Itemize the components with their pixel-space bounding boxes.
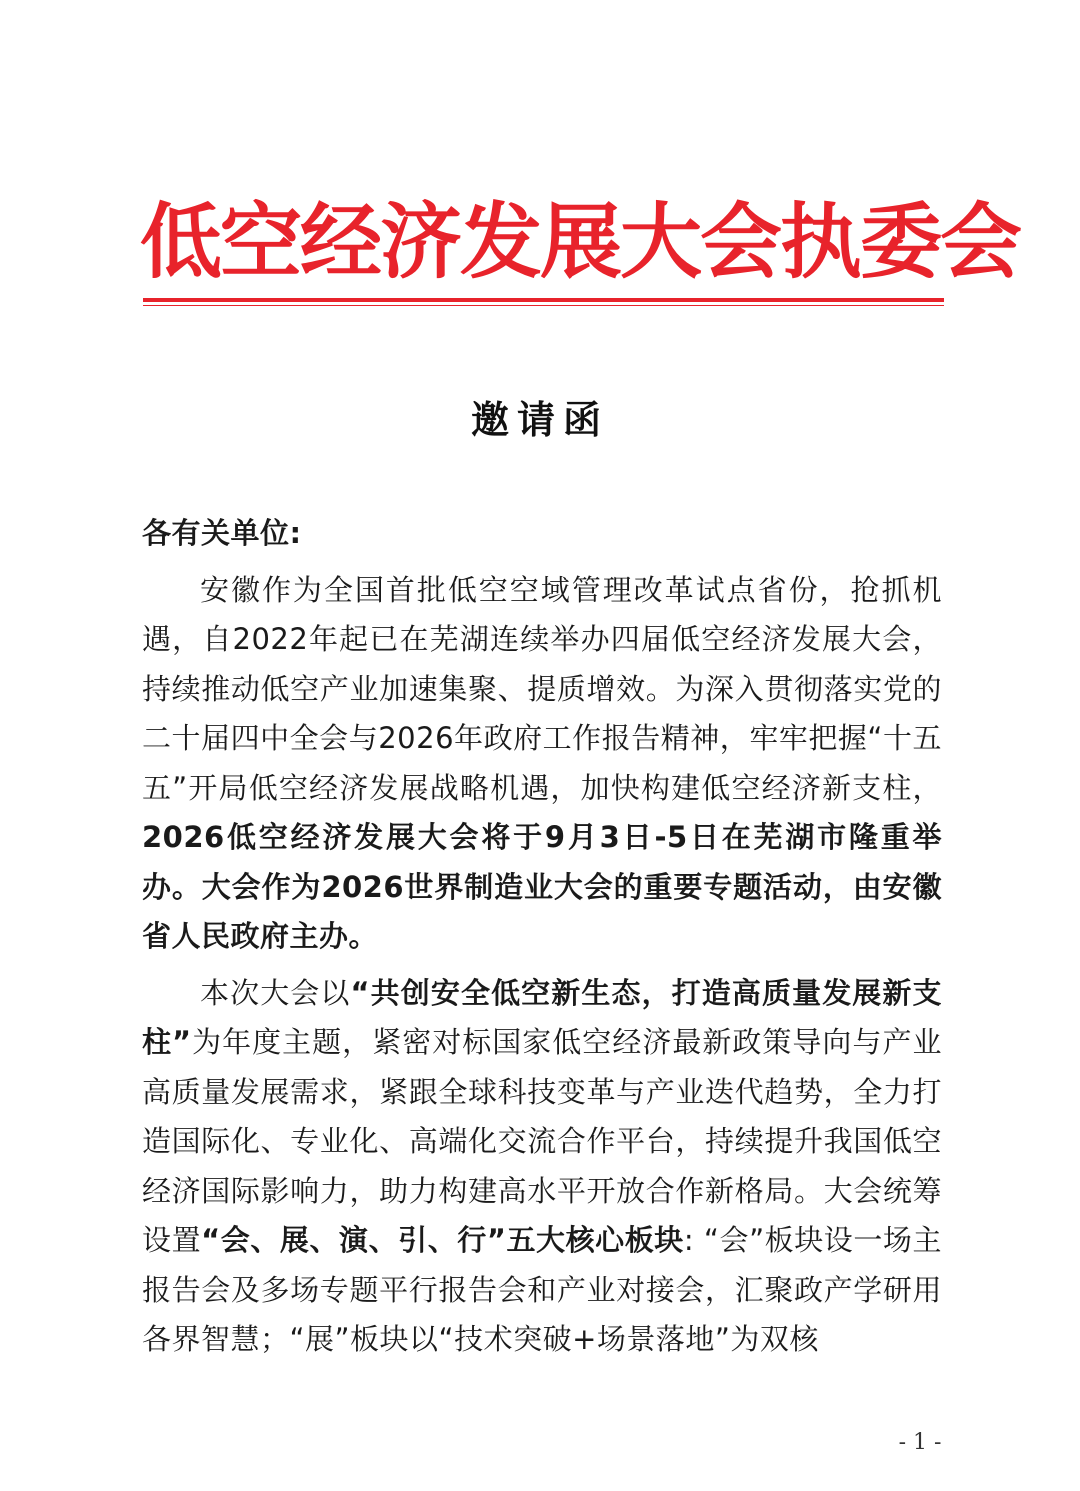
paragraph-2-theme-bold: “共创安全低空新生态，打造高质量发展新支柱”: [142, 975, 942, 1059]
paragraph-2-sections-bold: “会、展、演、引、行”五大核心板块: [201, 1223, 684, 1257]
paragraph-2-text-b: 为年度主题，紧密对标国家低空经济最新政策导向与产业高质量发展需求，紧跟全球科技变革与产业迭代趋势，全力打造国际化、专业化、高端化交流合作平台，持续提升我国低空经济国际影响力，助力构建高水平开放合作新格局。大会统筹设置: [142, 1025, 942, 1257]
header-red-rule-thick: [143, 298, 944, 302]
organization-header: 低空经济发展大会执委会: [140, 194, 1021, 290]
paragraph-2-text-c: : “会”板块设一场主报告会及多场专题平行报告会和产业对接会，汇聚政产学研用各界智慧；“展”板块以“技术突破+场景落地”为双核: [142, 1223, 942, 1356]
paragraph-1-bold-text: 2026低空经济发展大会将于9月3日-5日在芜湖市隆重举办。大会作为2026世界制造业大会的重要专题活动，由安徽省人民政府主办。: [142, 820, 942, 953]
paragraph-1-text: 安徽作为全国首批低空空域管理改革试点省份，抢抓机遇，自2022年起已在芜湖连续举办四届低空经济发展大会，持续推动低空产业加速集聚、提质增效。为深入贯彻落实党的二十届四中全会与2026年政府工作报告精神，牢牢把握“十五五”开局低空经济发展战略机遇，加快构建低空经济新支柱，: [142, 572, 942, 805]
paragraph-2-text-a: 本次大会以: [200, 975, 351, 1010]
header-red-rule-thin: [143, 305, 944, 306]
document-title: 邀请函: [470, 397, 609, 442]
page-number: - 1 -: [898, 1430, 942, 1455]
salutation: 各有关单位:: [142, 516, 302, 550]
paragraph-2: [142, 969, 942, 1365]
document-body: [142, 509, 942, 1372]
paragraph-1: [142, 566, 942, 962]
